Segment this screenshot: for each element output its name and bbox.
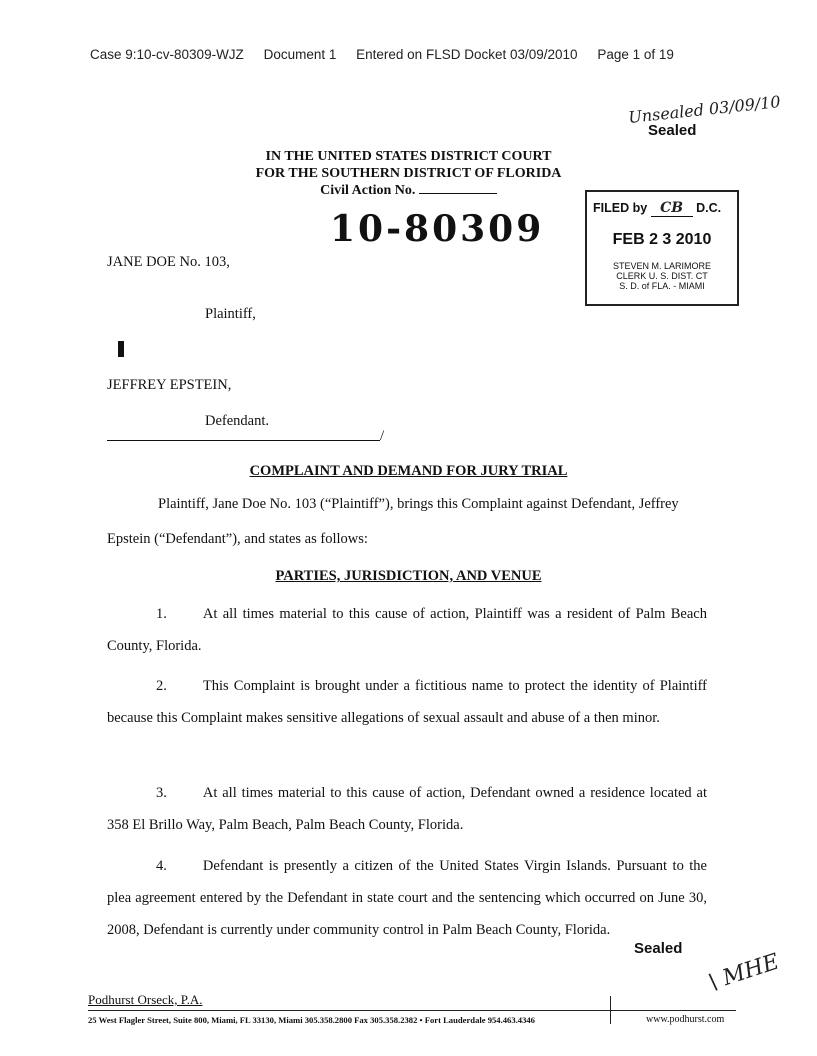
plaintiff-role: Plaintiff, [205,306,256,322]
dc-label: D.C. [696,201,722,215]
firm-website: www.podhurst.com [646,1014,725,1025]
entered-date: Entered on FLSD Docket 03/09/2010 [356,47,578,62]
filed-by-initials: CB [651,200,693,217]
paragraph-number: 2. [156,678,167,694]
civil-action-label: Civil Action No. [320,183,416,198]
defendant-role: Defendant. [205,413,270,429]
clerk-title: CLERK U. S. DIST. CT [616,271,708,281]
paragraph-4 [107,850,707,946]
paragraph-text: Defendant is presently a citizen of the United States Virgin Islands. Pursuant to the plea agreement entered by the Defendant in state court and the sentencing which occurred on June 30, 2008, Defendant is currently under community control in Palm Beach County, Florida. [107,858,707,938]
firm-address: 25 West Flagler Street, Suite 800, Miami, FL 33130, Miami 305.358.2800 Fax 305.358.2382 • Fort Lauderdale 954.463.4346 [88,1015,535,1025]
paragraph-2 [107,670,707,734]
clerk-name: STEVEN M. LARIMORE [612,261,711,271]
filed-by-label: FILED by [593,201,648,215]
case-number-header: Case 9:10-cv-80309-WJZ [90,47,244,62]
section-heading: PARTIES, JURISDICTION, AND VENUE [275,568,542,584]
paragraph-text: At all times material to this cause of action, Defendant owned a residence located at 358 El Brillo Way, Palm Beach, Palm Beach County, Florida. [107,785,707,833]
redaction-mark [118,341,124,357]
docket-header [90,47,690,62]
intro-line-2: Epstein (“Defendant”), and states as follows: [107,531,368,547]
caption-underline [107,440,380,441]
complaint-title: COMPLAINT AND DEMAND FOR JURY TRIAL [249,463,568,479]
page-indicator: Page 1 of 19 [597,47,674,62]
paragraph-number: 3. [156,785,167,801]
intro-line-1: Plaintiff, Jane Doe No. 103 (“Plaintiff”), brings this Complaint against Defendant, Jeffrey [158,496,679,512]
filed-by-line [587,192,737,217]
sealed-label-top: Sealed [648,122,697,139]
footer-divider [610,996,611,1024]
footer-rule [88,1010,736,1011]
document-number: Document 1 [263,47,337,62]
paragraph-text: At all times material to this cause of action, Plaintiff was a resident of Palm Beach County, Florida. [107,606,707,654]
paragraph-3 [107,777,707,841]
clerk-district: S. D. of FLA. - MIAMI [619,281,705,291]
sealed-label-bottom: Sealed [634,940,683,957]
clerk-info [587,261,737,291]
paragraph-number: 1. [156,606,167,622]
filed-date: FEB 2 3 2010 [612,231,712,248]
defendant-name: JEFFREY EPSTEIN, [107,377,232,393]
court-line-2: FOR THE SOUTHERN DISTRICT OF FLORIDA [255,166,562,181]
filed-stamp [585,190,739,306]
handwritten-unsealed-note: Unsealed 03/09/10 [627,92,782,127]
stamped-case-number: 10-80309 [330,208,545,250]
paragraph-1 [107,598,707,662]
caption-slash: / [380,428,385,444]
handwritten-initials: \ MHE [705,949,783,996]
firm-name: Podhurst Orseck, P.A. [88,992,203,1007]
paragraph-number: 4. [156,858,167,874]
court-line-1: IN THE UNITED STATES DISTRICT COURT [265,149,552,164]
plaintiff-name: JANE DOE No. 103, [107,254,230,270]
paragraph-text: This Complaint is brought under a fictitious name to protect the identity of Plaintiff because this Complaint makes sensitive allegations of sexual assault and abuse of a then minor. [107,678,707,726]
